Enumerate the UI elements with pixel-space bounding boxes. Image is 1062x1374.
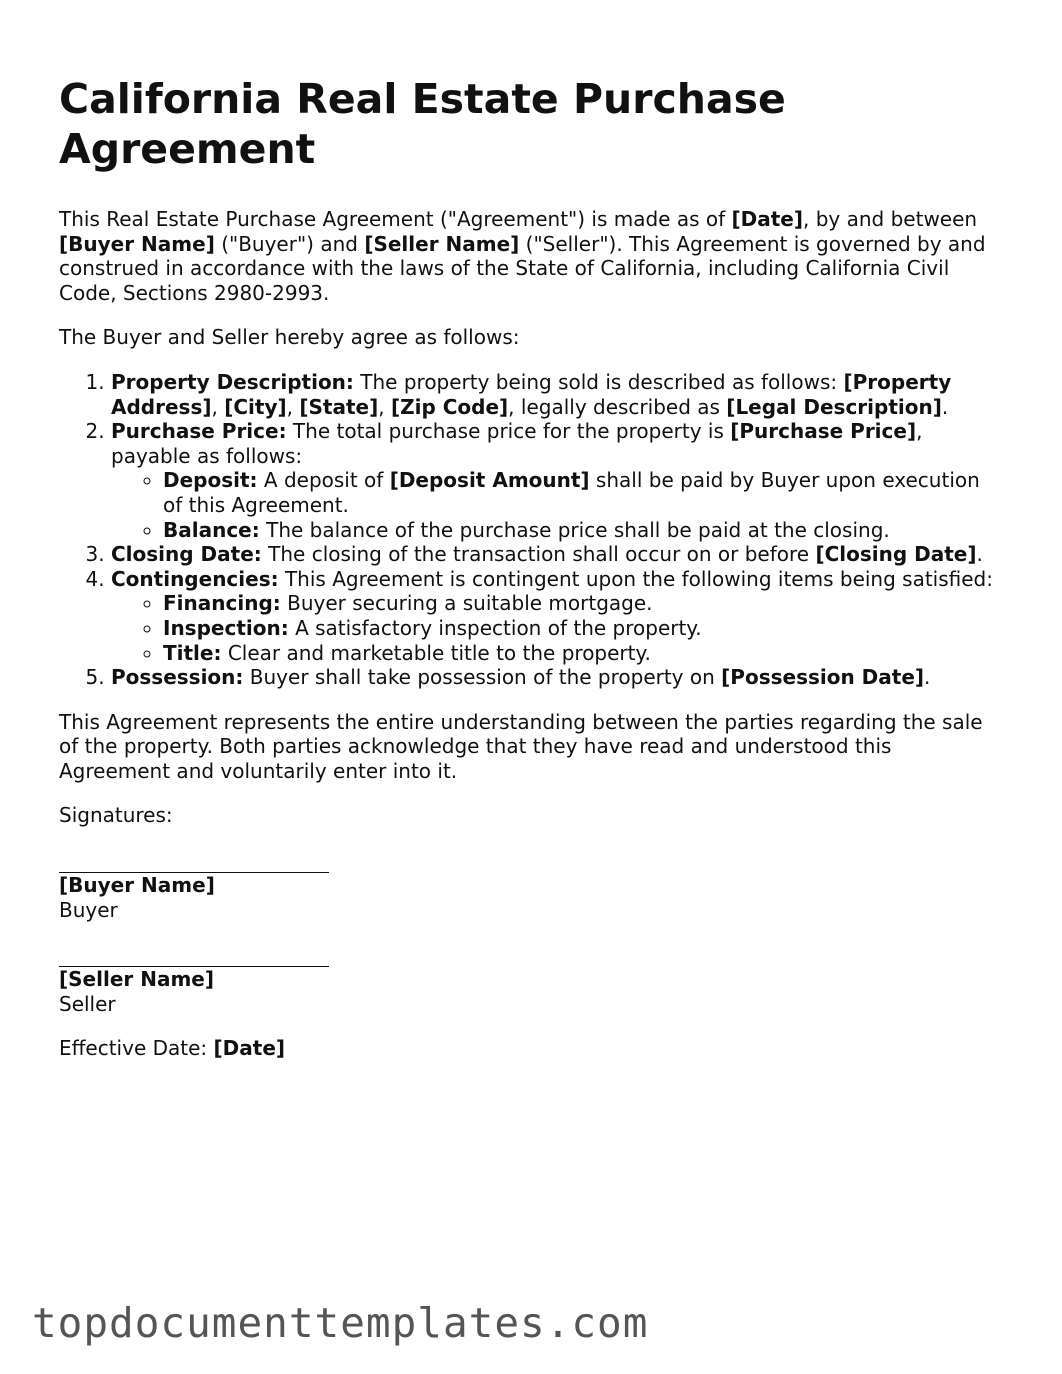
price-label: Purchase Price: [111,419,287,444]
term-contingencies [111,567,999,665]
contingency-title [163,641,999,666]
intro-text-4: ("Seller"). This Agreement is governed by and construed in accordance with the laws of the State of California, including California Civil Code, Sections 2980-2993. [59,231,986,305]
intro-text-1: This Real Estate Purchase Agreement ("Agreement") is made as of [59,207,732,231]
deposit-label: Deposit: [163,468,258,493]
buyer-signature-block [59,848,999,922]
entire-agreement-paragraph: This Agreement represents the entire understanding between the parties regarding the sale of the property. Both parties acknowledge that they have read and understood this Agreement and voluntarily enter into it. [59,709,983,783]
buyer-signature-role: Buyer [59,897,118,922]
inspection-text: A satisfactory inspection of the property. [288,615,702,640]
agree-paragraph: The Buyer and Seller hereby agree as follows: [59,325,520,350]
payment-deposit [163,468,999,517]
property-zip-placeholder: [Zip Code] [390,394,509,419]
financing-label: Financing: [163,591,281,616]
property-state-placeholder: [State] [299,394,379,419]
title-label: Title: [163,640,222,665]
inspection-label: Inspection: [163,615,289,640]
closing-end: . [976,542,983,567]
site-watermark: topdocumenttemplates.com [32,1299,649,1347]
property-text-1: The property being sold is described as follows: [353,369,844,394]
property-legal-placeholder: [Legal Description] [726,394,942,419]
property-sep-3: , [378,394,391,419]
property-label: Property Description: [111,369,354,394]
closing-text: The closing of the transaction shall occur on or before [261,542,816,567]
contingency-financing [163,591,999,616]
contingency-inspection [163,616,999,641]
property-city-placeholder: [City] [224,394,287,419]
property-sep-2: , [286,394,300,419]
terms-list [59,370,999,690]
balance-label: Balance: [163,517,260,542]
contingencies-sublist [111,591,999,665]
balance-text: The balance of the purchase price shall be paid at the closing. [259,517,890,542]
price-text-1: The total purchase price for the property is [286,419,731,444]
term-possession [111,665,999,690]
intro-date-placeholder: [Date] [731,207,804,231]
document-title: California Real Estate Purchase Agreement [59,75,786,173]
deposit-text-2: shall be paid by Buyer upon execution of this Agreement. [163,468,980,517]
price-placeholder: [Purchase Price] [730,419,917,444]
possession-label: Possession: [111,665,244,690]
price-text-2: , payable as follows: [111,419,923,468]
seller-name-placeholder: [Seller Name] [59,967,214,992]
seller-signature-name [59,967,999,992]
title-text: Clear and marketable title to the property. [221,640,651,665]
seller-signature-block [59,942,999,1016]
intro-paragraph [59,207,999,305]
possession-placeholder: [Possession Date] [721,665,925,690]
effective-date-line [59,1036,999,1061]
intro-text-2: , by and between [803,207,978,231]
buyer-signature-name [59,873,999,898]
term-purchase-price [111,419,999,542]
payment-balance [163,518,999,543]
seller-signature-role: Seller [59,991,116,1016]
deposit-placeholder: [Deposit Amount] [389,468,590,493]
buyer-name-placeholder: [Buyer Name] [59,873,215,898]
effective-date-label: Effective Date: [59,1036,214,1061]
intro-seller-placeholder: [Seller Name] [364,231,520,256]
payment-sublist [111,468,999,542]
document-page [59,74,999,1081]
closing-label: Closing Date: [111,542,262,567]
property-sep-1: , [211,394,225,419]
term-closing-date [111,542,999,567]
possession-end: . [924,665,931,690]
deposit-text-1: A deposit of [257,468,390,493]
property-end: . [941,394,949,419]
signatures-heading: Signatures: [59,803,173,828]
contingencies-label: Contingencies: [111,566,279,591]
possession-text: Buyer shall take possession of the property on [243,665,722,690]
property-text-2: , legally described as [508,394,727,419]
contingencies-text: This Agreement is contingent upon the following items being satisfied: [278,566,993,591]
financing-text: Buyer securing a suitable mortgage. [280,591,653,616]
closing-placeholder: [Closing Date] [815,542,977,567]
property-address-placeholder: [Property Address] [111,369,952,419]
seller-signature-line [59,942,329,967]
intro-buyer-placeholder: [Buyer Name] [59,231,215,256]
intro-text-3: ("Buyer") and [214,231,365,256]
term-property-description [111,370,999,419]
effective-date-placeholder: [Date] [213,1036,286,1061]
buyer-signature-line [59,848,329,873]
